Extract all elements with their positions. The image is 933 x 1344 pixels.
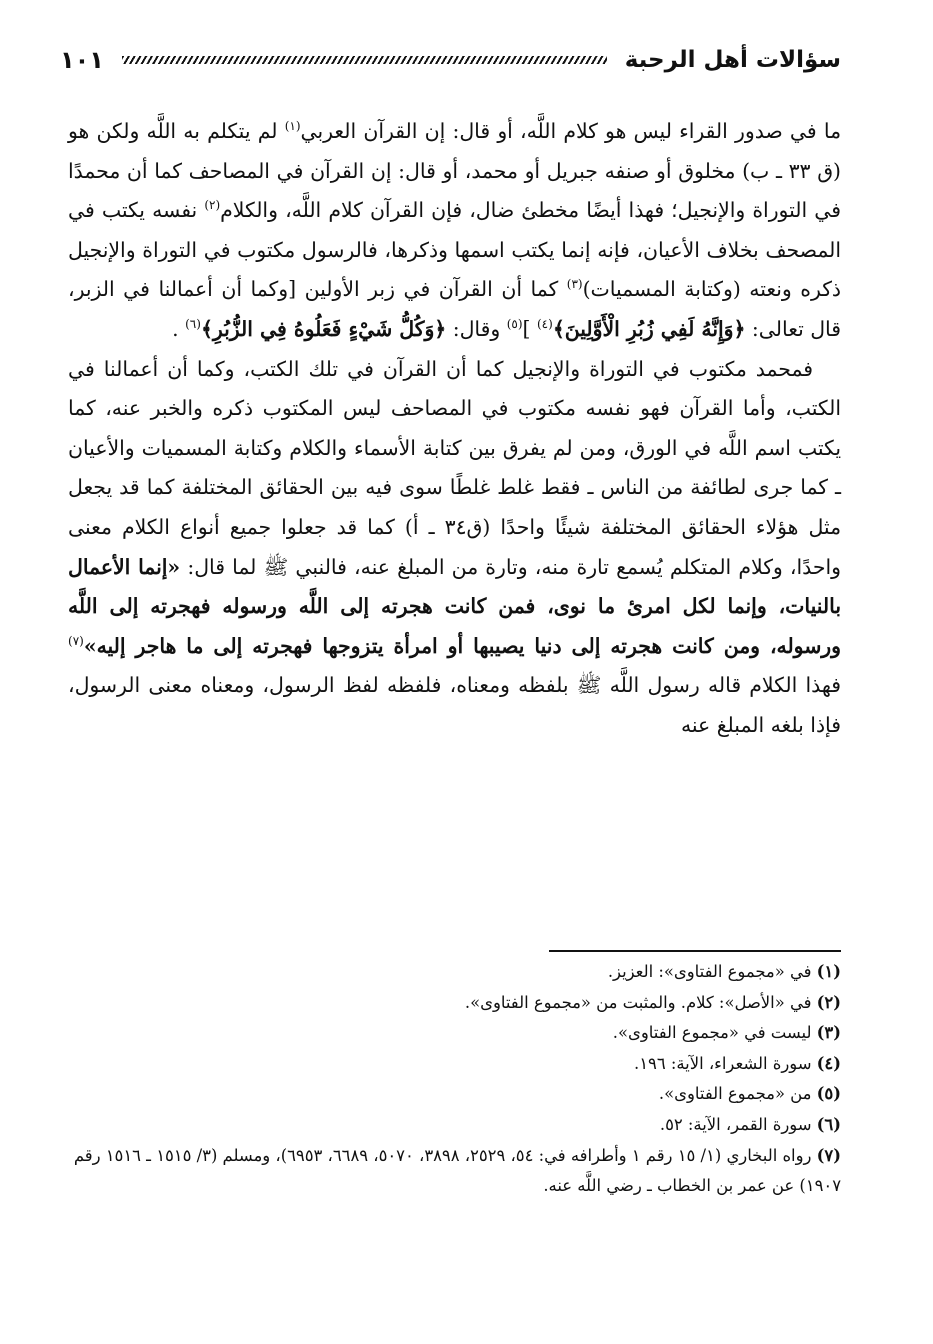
- text-span: نفسه يكتب في المصحف بخلاف الأعيان، فإنه إنما يكتب اسمها وذكرها، فالرسول مكتوب في التوراة والإنجيل ذكره ونعته (وكتابة المسميات): [68, 198, 841, 302]
- footnote-number: (٧): [816, 1145, 841, 1165]
- footnote-number: (٣): [816, 1023, 841, 1043]
- text-span: .: [172, 316, 186, 341]
- footnote-marker-3[interactable]: (٣): [566, 277, 583, 292]
- footnote-text: في «الأصل»: كلام. والمثبت من «مجموع الفتاوى».: [464, 992, 817, 1012]
- footnote-text: رواه البخاري (١/ ١٥ رقم ١ وأطرافه في: ٥٤، ٢٥٢٩، ٣٨٩٨، ٥٠٧٠، ٦٦٨٩، ٦٩٥٣)، ومسلم (٣/ ١٥١٥ ـ ١٥١٦ رقم ١٩٠٧) عن عمر بن الخطاب ـ رضي اللَّه عنه.: [73, 1145, 841, 1196]
- text-span: ما في صدور القراء ليس هو كلام اللَّه، أو قال: إن القرآن العربي: [300, 119, 841, 143]
- footnote-text: في «مجموع الفتاوى»: العزيز.: [607, 962, 817, 981]
- footnote-marker-7[interactable]: (٧): [68, 633, 84, 648]
- footnote-text: سورة الشعراء، الآية: ١٩٦.: [634, 1053, 817, 1073]
- text-span: فهذا الكلام قاله رسول اللَّه ﷺ بلفظه ومعناه، فلفظه لفظ الرسول، ومعناه معنى الرسول، فإذا بلغه المبلغ عنه: [68, 673, 841, 737]
- hadith-quote: «إنما الأعمال بالنيات، وإنما لكل امرئ ما نوى، فمن كانت هجرته إلى اللَّه ورسوله فهجرته إلى اللَّه ورسوله، ومن كانت هجرته إلى دنيا يصيبها أو امرأة يتزوجها فهجرته إلى ما هاجر إليه»: [68, 554, 841, 658]
- page-number: ١٠١: [60, 46, 104, 74]
- footnote-4: [68, 1049, 841, 1080]
- paragraph-2: [68, 350, 841, 746]
- footnote-number: (٢): [816, 992, 841, 1012]
- footnote-marker-2[interactable]: (٢): [204, 198, 221, 213]
- body-text: [68, 112, 841, 746]
- text-span: ]: [522, 316, 537, 341]
- footnote-marker-4[interactable]: (٤): [536, 317, 553, 332]
- footnote-text: من «مجموع الفتاوى».: [658, 1084, 817, 1104]
- footnote-5: [68, 1079, 841, 1110]
- footnote-number: (١): [816, 962, 841, 981]
- text-span: وقال:: [446, 316, 507, 341]
- footnotes: [68, 957, 841, 1202]
- footnote-marker-6[interactable]: (٦): [185, 317, 201, 332]
- footnote-7: [68, 1141, 841, 1202]
- header-rule: [122, 56, 607, 64]
- text-span: كما أن القرآن في زبر الأولين [وكما أن أعمالنا في الزبر، قال تعالى:: [68, 277, 841, 341]
- footnote-1: [68, 957, 841, 988]
- footnote-marker-1[interactable]: (١): [284, 119, 301, 134]
- footnote-number: (٥): [816, 1084, 841, 1104]
- footnote-separator: [549, 950, 841, 952]
- running-title: سؤالات أهل الرحبة: [624, 47, 841, 73]
- text-span: لم يتكلم به اللَّه ولكن هو (ق ٣٣ ـ ب) مخلوق أو صنفه جبريل أو محمد، أو قال: إن القرآن في المصاحف كما أن محمدًا في التوراة والإنجيل؛ فهذا أيضًا مخطئ ضال، فإن القرآن كلام اللَّه، والكلام: [68, 119, 841, 223]
- footnote-3: [68, 1018, 841, 1049]
- footnote-text: سورة القمر، الآية: ٥٢.: [659, 1114, 817, 1134]
- paragraph-1: [68, 112, 841, 350]
- footnote-2: [68, 988, 841, 1019]
- quran-verse-1: ﴿وَإِنَّهُ لَفِي زُبُرِ الْأَوَّلِينَ﴾: [552, 316, 746, 341]
- footnote-text: ليست في «مجموع الفتاوى».: [612, 1023, 817, 1043]
- footnote-marker-5[interactable]: (٥): [506, 317, 523, 332]
- quran-verse-2: ﴿وَكُلُّ شَيْءٍ فَعَلُوهُ فِي الزُّبُرِ﴾: [200, 316, 447, 341]
- text-span: فمحمد مكتوب في التوراة والإنجيل كما أن القرآن في تلك الكتب، وكما أن أعمالنا في الكتب، وأما القرآن فهو نفسه مكتوب في المصاحف ليس المكتوب ذكره والخبر عنه، كما يكتب اسم اللَّه في الورق، ومن لم يفرق بين كتابة الأسماء والكلام وكتابة المسميات والأعيان ـ كما جرى لطائفة من الناس ـ فقط غلط غلطًا سوى فيه بين الحقائق المختلفة كما قد يجعل مثل هؤلاء الحقائق المختلفة شيئًا واحدًا (ق٣٤ ـ أ) كما قد جعلوا جميع أنواع الكلام معنى واحدًا، وكلام المتكلم يُسمع تارة منه، وتارة من المبلغ عنه، فالنبي ﷺ لما قال:: [68, 356, 841, 579]
- footnote-6: [68, 1110, 841, 1141]
- footnote-number: (٤): [816, 1053, 841, 1073]
- footnote-number: (٦): [816, 1114, 841, 1134]
- page-header: [60, 38, 841, 82]
